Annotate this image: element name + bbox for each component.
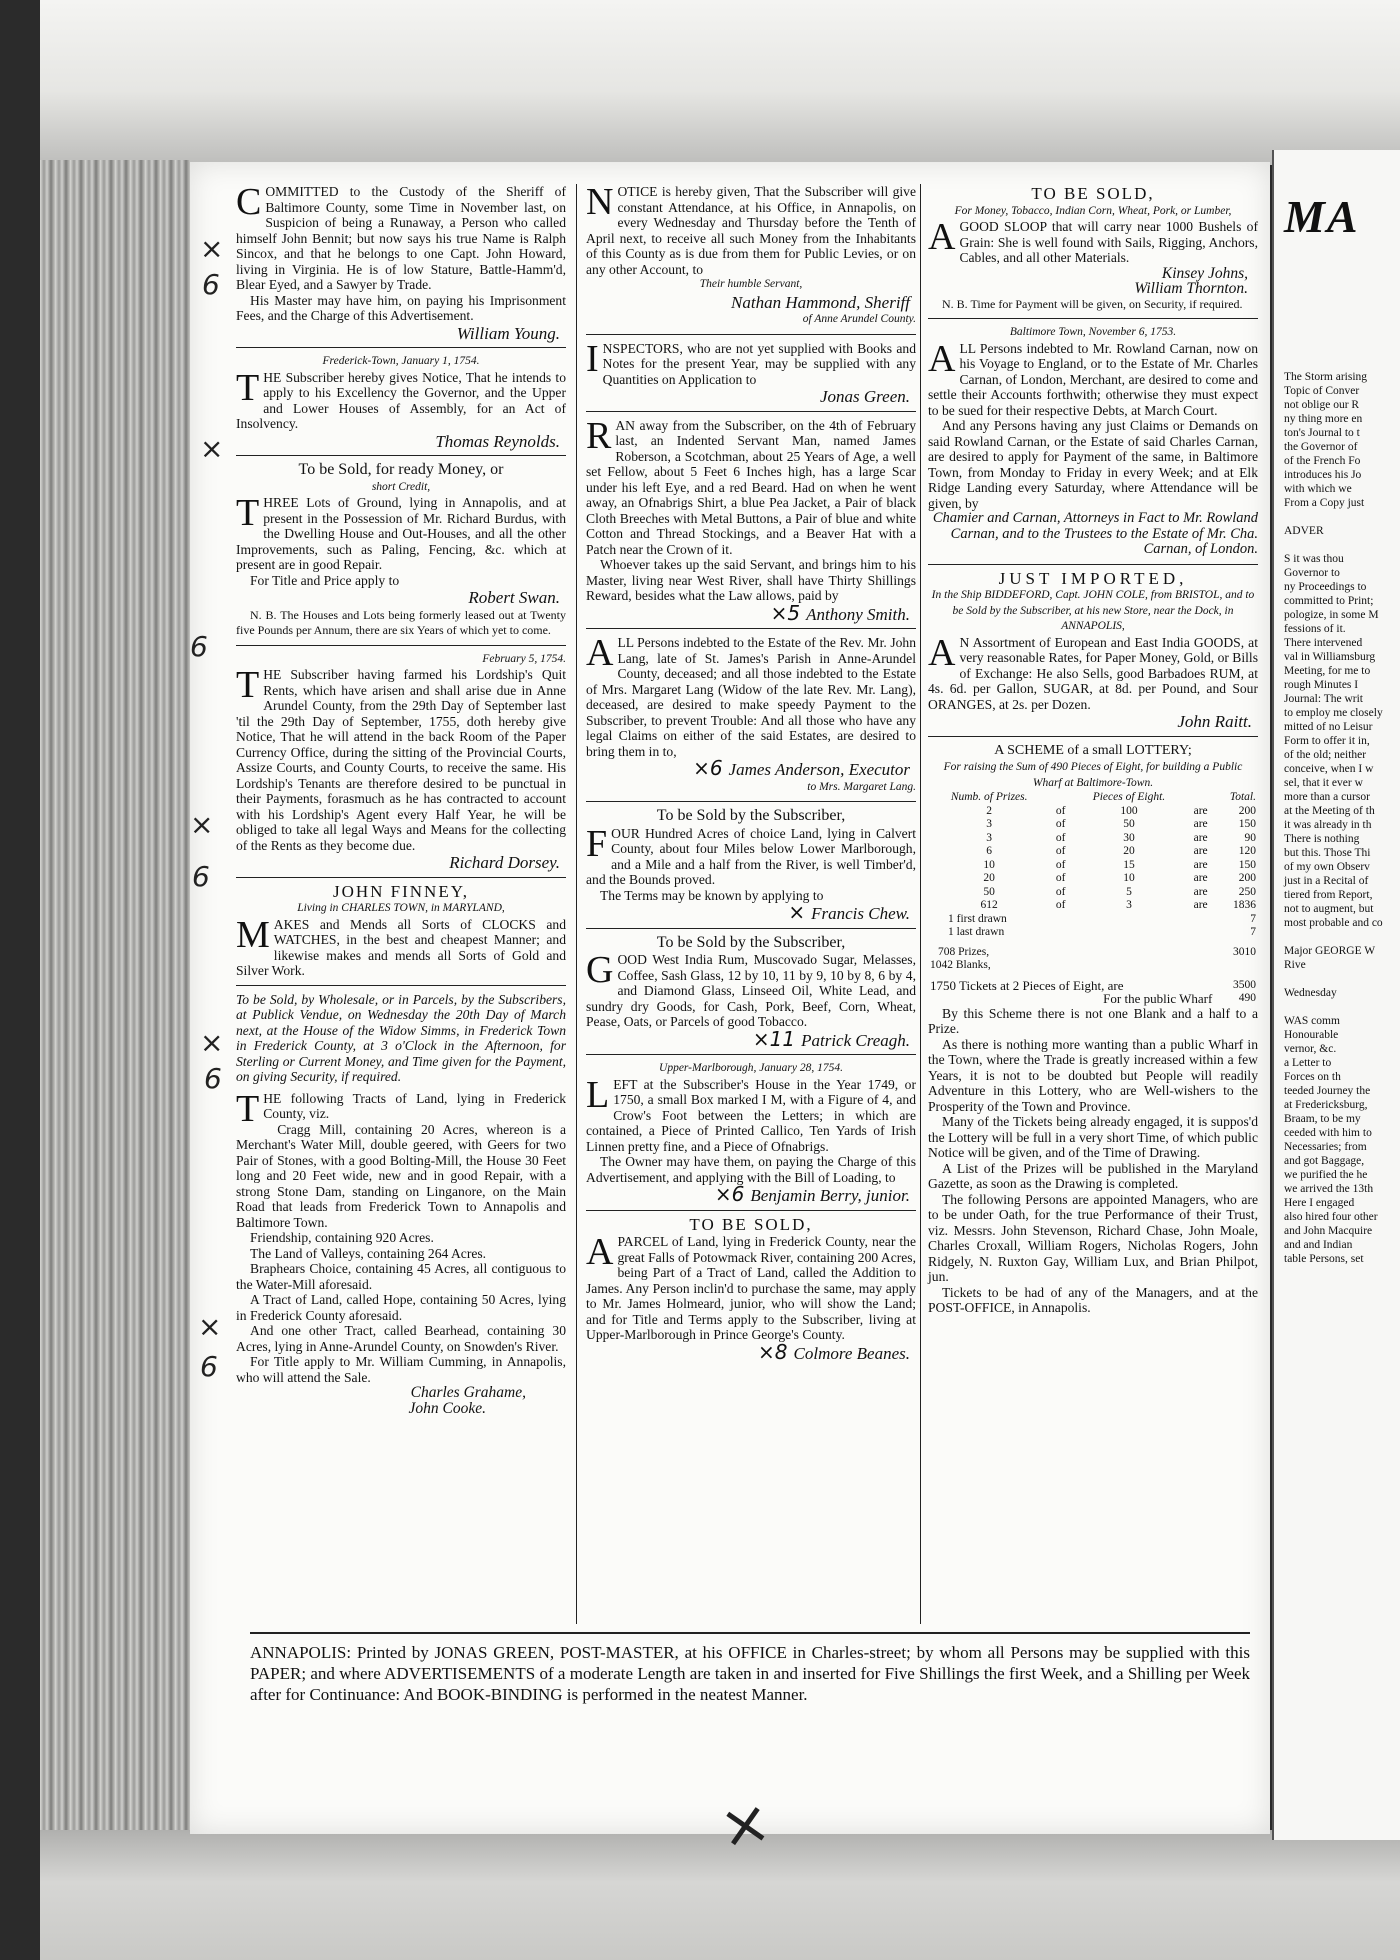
adjacent-page-line: Governor to	[1284, 567, 1340, 579]
table-row	[928, 926, 1258, 940]
adjacent-page-line: tiered from Report,	[1284, 889, 1373, 901]
ad-subheading: Living in CHARLES TOWN, in MARYLAND,	[297, 902, 505, 914]
ad-text: And any Persons having any just Claims or Demands on said Rowland Carnan, or the Estate of said Charles Carnan, are desired to apply for Payment of the same, in Baltimore Town, from Monday to Friday in every Week; and at Elk Ridge Landing every Saturday, where Attendance will be given, by	[928, 418, 1258, 511]
ad-text: Tickets to be had of any of the Managers, and at the POST-OFFICE, in Annapolis.	[928, 1284, 1258, 1315]
signature-subline: to Mrs. Margaret Lang.	[807, 780, 916, 793]
ad-heading: JUST IMPORTED,	[998, 568, 1188, 588]
ad-text: Friendship, containing 920 Acres.	[250, 1230, 434, 1245]
divider	[236, 877, 566, 878]
table-cell: are	[1193, 858, 1208, 871]
signature: Anthony Smith.	[806, 604, 910, 624]
ad-note: N. B. The Houses and Lots being formerly leased out at Twenty five Pounds per Annum, there are six Years of which yet to come.	[236, 607, 566, 637]
adjacent-page-line: The Storm arising	[1284, 371, 1368, 383]
table-cell: of	[1055, 845, 1066, 857]
imprint-text: ANNAPOLIS: Printed by JONAS GREEN, POST-MASTER, at his OFFICE in Charles-street; by whom all Persons may be supplied with this PAPER; and where ADVERTISEMENTS of a moderate Length are taken in and inserted for Five Shillings the first Week, and a Shilling per Week after for Continuance: And BOOK-BINDING is performed in the neatest Manner.	[250, 1643, 1250, 1704]
adjacent-page-line: mitted of no Leisur	[1284, 721, 1373, 733]
divider	[236, 455, 566, 456]
ad-text: Many of the Tickets being already engaged, it is suppos'd the Lottery will be full in a very short Time, of which public Notice will be given, and of the Time of Drawing.	[928, 1114, 1258, 1160]
ad-text: A Tract of Land, called Hope, containing 50 Acres, lying in Frederick County aforesaid.	[236, 1292, 566, 1323]
ad-beanes	[586, 1214, 916, 1364]
adjacent-page-line: There is nothing	[1284, 833, 1360, 845]
drop-cap: L	[586, 1073, 610, 1116]
ad-raitt	[928, 568, 1258, 731]
table-cell: 5	[1126, 885, 1132, 898]
adjacent-page-text	[1284, 370, 1399, 1266]
adjacent-page-line: ton's Journal to t	[1284, 427, 1360, 439]
table-row	[928, 845, 1258, 859]
ad-text: GOOD SLOOP that will carry near 1000 Bushels of Grain: She is well found with Sails, Rigging, Anchors, Cables, and all other Materials.	[959, 219, 1258, 265]
ad-text: As there is nothing more wanting than a public Wharf in the Town, where the Trade is greatly increased within a few Years, it is not to be doubted but People will readily Adventure in this Lottery, who are Well-wishers to the Prosperity of the Town and Province.	[928, 1036, 1258, 1114]
drop-cap: T	[236, 664, 260, 706]
adjacent-page-line	[1284, 930, 1399, 944]
adjacent-page-line: Honourable	[1284, 1029, 1339, 1041]
ad-text: His Master may have him, on paying his Imprisonment Fees, and the Charge of this Advertisement.	[236, 292, 566, 323]
table-cell: are	[1193, 831, 1208, 844]
table-row	[928, 940, 1258, 960]
column-header: Numb. of Prizes.	[950, 791, 1028, 803]
table-cell: of	[1055, 804, 1066, 817]
adjacent-page-line: with which we	[1284, 483, 1352, 495]
drop-cap: A	[586, 1231, 614, 1273]
signature: Charles Grahame,	[410, 1384, 526, 1401]
ad-heading: To be Sold by the Subscriber,	[656, 933, 846, 951]
ad-creagh	[586, 935, 916, 1049]
table-cell: of	[1055, 858, 1066, 871]
drop-cap: G	[586, 949, 614, 991]
table-cell: 3	[986, 818, 993, 830]
table-cell: 50	[983, 885, 995, 898]
ad-wholesale	[236, 992, 566, 1085]
ad-text: NSPECTORS, who are not yet supplied with Books and Notes for the present Year, may be supplied with any Quantities on Application to	[602, 340, 916, 387]
table-cell: of	[1055, 885, 1066, 898]
table-cell: 1 last drawn	[948, 926, 1005, 938]
adjacent-page-line: Necessaries; from	[1284, 1141, 1367, 1153]
scan-bottom-margin	[40, 1830, 1400, 1960]
adjacent-page-line: it was already in th	[1284, 819, 1372, 831]
ad-heading: JOHN FINNEY,	[332, 881, 470, 901]
dateline: Baltimore Town, November 6, 1753.	[1009, 326, 1177, 338]
adjacent-page-line: a Letter to	[1284, 1057, 1332, 1069]
handwritten-mark: 6	[204, 1062, 222, 1095]
drop-cap: C	[236, 181, 262, 223]
column-header: Pieces of Eight.	[1092, 791, 1166, 803]
ad-ranaway	[586, 414, 916, 625]
divider	[928, 564, 1258, 565]
ad-heading: To be Sold by the Subscriber,	[656, 807, 846, 824]
table-row	[928, 859, 1258, 873]
newspaper-page	[190, 162, 1270, 1834]
ad-subheading: In the Ship BIDDEFORD, Capt. JOHN COLE, from BRISTOL, and to be Sold by the Subscriber, at his new Store, near the Dock, in ANNAPOLIS,	[931, 589, 1255, 632]
adjacent-page-line	[1284, 510, 1399, 524]
table-cell: 200	[1238, 872, 1256, 884]
ad-text: Whoever takes up the said Servant, and brings him to his Master, living near West River, shall have Thirty Shillings Reward, besides what the Law allows, paid by	[586, 557, 916, 603]
handwritten-mark: ×	[714, 1786, 776, 1864]
ad-text: OOD West India Rum, Muscovado Sugar, Melasses, Coffee, Sash Glass, 12 by 10, 11 by 9, 10 by 8, 6 by 4, and Diamond Glass, Linseed Oil, White Lead, and sundry dry Goods, for Cash, Pork, Beef, Corn, Wheat, Pease, Oats, or Parcels of good Tobacco.	[586, 952, 916, 1029]
adjacent-page-line: the Governor of	[1284, 441, 1358, 453]
adjacent-page-line	[1284, 972, 1399, 986]
adjacent-page-line	[1284, 538, 1399, 552]
divider	[928, 318, 1258, 319]
adjacent-page-line: From a Copy just	[1284, 497, 1365, 509]
handwritten-mark: 6	[192, 860, 210, 893]
adjacent-page-line: and John Macquire	[1284, 1225, 1373, 1237]
adjacent-page-line: table Persons, set	[1284, 1253, 1364, 1265]
adjacent-page-line: WAS comm	[1284, 1015, 1340, 1027]
handwritten-mark: 6	[200, 1350, 218, 1383]
drop-cap: T	[236, 492, 260, 534]
adjacent-page-line: not to augment, but	[1284, 903, 1374, 915]
handwritten-mark: 6	[190, 630, 208, 663]
adjacent-page-line: of the old; neither	[1284, 749, 1367, 761]
ad-note: N. B. Time for Payment will be given, on Security, if required.	[942, 296, 1243, 311]
signature: Thomas Reynolds.	[435, 431, 560, 451]
table-cell: 3010	[1233, 945, 1256, 958]
ad-text: EFT at the Subscriber's House in the Year 1749, or 1750, a small Box marked I M, with a Figure of 4, and Crow's Foot between the Letters; in which are contained, a Piece of Printed Callico, Ten Yards of Irish Linnen pretty fine, and a Piece of Ofnabrigs.	[586, 1076, 916, 1154]
adjacent-page-line: at the Meeting of th	[1284, 805, 1375, 817]
ad-sloop	[928, 186, 1258, 312]
adjacent-page-line: more than a cursor	[1284, 791, 1370, 803]
table-cell: 612	[980, 899, 998, 911]
table-cell: 100	[1120, 804, 1138, 817]
adjacent-page-line: ny Proceedings to	[1284, 581, 1367, 593]
adjacent-page-line: we purified the he	[1284, 1169, 1368, 1181]
table-row	[928, 913, 1258, 927]
ad-anderson	[586, 632, 916, 795]
ad-text: AN away from the Subscriber, on the 4th of February last, an Indented Servant Man, named James Roberson, a Scotchman, about 25 Years of Age, a well set Fellow, about 5 Feet 6 Inches high, has a large Scar under his left Eye, and a red Beard. Had on when he went away, an Ofnabrigs Shirt, a blue Pea Jacket, a Pair of black Cloth Breeches with Metal Buttons, a Pair of blue and white Cotton and Thread Stockings, and a Beaver Hat with a Patch near the Crown of it.	[586, 417, 916, 557]
table-cell: 3500	[1233, 978, 1256, 991]
ad-swan	[236, 462, 566, 639]
table-row	[928, 818, 1258, 832]
table-cell: For the public Wharf	[1103, 991, 1213, 1006]
ad-text: Cragg Mill, containing 20 Acres, whereon is a Merchant's Water Mill, double geered, with Geers for two Pair of Stones, with a good Bolting-Mill, the House 30 Feet long and 20 Feet wide, new and in good Repair, with a strong Stone Dam, standing on Linganore, on the Main Road that leads from Frederick Town to Annapolis and Baltimore Town.	[236, 1121, 566, 1230]
adjacent-page-line: to employ me closely	[1284, 707, 1383, 719]
scan-top-margin	[40, 0, 1400, 165]
divider	[236, 985, 566, 986]
adjacent-page-line: ny thing more en	[1284, 413, 1363, 425]
divider	[586, 411, 916, 412]
dateline: Frederick-Town, January 1, 1754.	[322, 355, 480, 367]
adjacent-page-line: and and Indian	[1284, 1239, 1353, 1251]
ad-committed	[236, 181, 566, 343]
adjacent-page	[1272, 150, 1400, 1840]
ad-text: The Terms may be known by applying to	[600, 887, 824, 903]
column-header: Total.	[1229, 791, 1256, 803]
ad-chew	[586, 808, 916, 922]
handwritten-mark: ×	[788, 900, 806, 924]
ad-text: HE Subscriber hereby gives Notice, That he intends to apply to his Excellency the Governor, and the Upper and Lower Houses of Assembly, for an Act of Insolvency.	[236, 369, 566, 431]
ad-subheading: For Money, Tobacco, Indian Corn, Wheat, Pork, or Lumber,	[954, 204, 1232, 217]
ad-subheading: short Credit,	[371, 480, 431, 493]
dateline: Upper-Marlborough, January 28, 1754.	[659, 1062, 843, 1074]
ad-dorsey	[236, 652, 566, 871]
ad-text: By this Scheme there is not one Blank and a half to a Prize.	[928, 1005, 1258, 1036]
ad-text: The Owner may have them, on paying the Charge of this Advertisement, and applying with the Bill of Loading, to	[586, 1154, 916, 1185]
adjacent-page-line: Topic of Conver	[1284, 385, 1360, 397]
drop-cap: F	[586, 822, 608, 865]
ad-text: HE Subscriber having farmed his Lordship's Quit Rents, which have arisen and shall arise due in Anne Arundel County, from the 29th Day of September last 'til the 29th Day of September, 1755, doth hereby give Notice, That he will attend in the back Room of the Paper Currency Office, during the sitting of the Provincial Courts, Assize Courts, and County Courts, to receive the same. His Lordship's Tenants are therefore desired to be punctual in their Payments, forasmuch as he has contracted to account with his Lordship's Agent every Half Year, he will be obliged to take all legal Ways and Means for the collecting of the Rents as they become due.	[236, 667, 566, 853]
ad-text: For Title and Price apply to	[250, 572, 400, 588]
table-cell: are	[1193, 872, 1208, 884]
ad-subheading: For raising the Sum of 490 Pieces of Eight, for building a Public Wharf at Baltimore-Town.	[943, 761, 1243, 789]
table-row	[928, 872, 1258, 886]
adjacent-page-line: vernor, &c.	[1284, 1043, 1337, 1055]
adjacent-page-line: val in Williamsburg	[1284, 651, 1376, 663]
ad-reynolds	[236, 354, 566, 449]
table-cell: are	[1193, 899, 1208, 911]
table-cell: 1042 Blanks,	[930, 959, 991, 971]
column-rule	[920, 184, 921, 1624]
adjacent-page-line: Braam, to be my	[1284, 1113, 1361, 1125]
table-cell: are	[1193, 818, 1208, 830]
ad-finney	[236, 881, 566, 979]
ad-text: The Land of Valleys, containing 264 Acres.	[250, 1245, 487, 1261]
signature: Kinsey Johns,	[1161, 264, 1248, 282]
handwritten-mark: ×	[190, 808, 214, 841]
table-cell: 1 first drawn	[948, 912, 1007, 925]
table-cell: 3	[1126, 899, 1132, 911]
column-2	[586, 181, 916, 1367]
adjacent-page-line: ceeded with him to	[1284, 1127, 1372, 1139]
ad-text: Braphears Choice, containing 45 Acres, all contiguous to the Water-Mill aforesaid.	[236, 1261, 566, 1292]
signature: Colmore Beanes.	[793, 1343, 910, 1363]
divider	[586, 928, 916, 929]
handwritten-mark: ×	[200, 1026, 224, 1059]
table-row	[928, 832, 1258, 846]
ad-text: HREE Lots of Ground, lying in Annapolis, and at present in the Possession of Mr. Richard Burdus, with the Dwelling House and Out-Houses, and all the other Improvements, such as Paling, Fencing, &c. which at present are in good Repair.	[236, 495, 566, 572]
handwritten-mark: ×	[200, 432, 224, 465]
divider	[236, 645, 566, 646]
ad-notice	[586, 181, 916, 328]
table-cell: 20	[1123, 845, 1135, 857]
drop-cap: A	[586, 632, 614, 674]
table-cell: 150	[1238, 858, 1256, 871]
ad-berry	[586, 1061, 916, 1204]
handwritten-mark: ×	[198, 1310, 222, 1343]
table-cell: 10	[983, 858, 995, 871]
adjacent-page-line: of my own Observ	[1284, 861, 1370, 873]
divider	[586, 801, 916, 802]
drop-cap: A	[928, 337, 956, 380]
table-cell: 30	[1123, 831, 1135, 844]
drop-cap: I	[586, 337, 599, 380]
adjacent-page-line: S it was thou	[1284, 553, 1344, 565]
dateline: February 5, 1754.	[482, 652, 566, 665]
table-cell: 15	[1123, 858, 1135, 871]
signature: Francis Chew.	[811, 904, 910, 923]
adjacent-page-line: Rive	[1284, 959, 1306, 971]
ad-text: LL Persons indebted to Mr. Rowland Carnan, now on his Voyage to England, or to the Estate of Mr. Charles Carnan, of London, Merchant, are desired to come and settle their Accounts forthwith; otherwise they must expect to be sued for their respective Debts, at March Court.	[928, 340, 1258, 418]
table-cell: 120	[1238, 845, 1256, 857]
table-row	[928, 992, 1258, 1006]
divider	[586, 1210, 916, 1211]
signature: Nathan Hammond, Sheriff	[731, 292, 910, 312]
ad-heading: A SCHEME of a small LOTTERY;	[994, 742, 1192, 758]
table-row	[928, 973, 1258, 993]
table-cell: 90	[1244, 831, 1256, 844]
table-cell: 2	[986, 804, 993, 817]
drop-cap: A	[928, 631, 956, 674]
table-cell: 1836	[1233, 899, 1256, 911]
table-cell: 150	[1238, 818, 1256, 830]
ad-text: A List of the Prizes will be published in the Maryland Gazette, as soon as the Drawing is completed.	[928, 1160, 1258, 1191]
adjacent-page-line: conceive, when I w	[1284, 763, 1374, 775]
handwritten-mark: ×	[200, 232, 224, 265]
table-cell: 6	[986, 845, 993, 857]
divider	[586, 334, 916, 335]
lottery-table	[928, 791, 1258, 1006]
handwritten-mark: ×6	[693, 756, 723, 780]
table-cell: 50	[1123, 818, 1135, 830]
handwritten-mark: ×8	[758, 1339, 788, 1364]
adjacent-page-line: committed to Print;	[1284, 595, 1374, 607]
table-cell: 20	[983, 872, 995, 884]
divider	[928, 736, 1258, 737]
signature: John Raitt.	[1177, 712, 1252, 731]
signature: William Thornton.	[1134, 280, 1248, 297]
adjacent-page-line: ADVER	[1284, 525, 1324, 537]
adjacent-page-line: we arrived the 13th	[1284, 1183, 1374, 1195]
table-cell: 10	[1123, 872, 1135, 884]
table-cell: of	[1055, 831, 1066, 844]
ad-text: AKES and Mends all Sorts of CLOCKS and WATCHES, in the best and cheapest Manner; and likewise makes and mends all Sorts of Gold and Silver Work.	[236, 916, 566, 978]
ad-text: For Title apply to Mr. William Cumming, in Annapolis, who will attend the Sale.	[236, 1354, 566, 1385]
ad-heading: TO BE SOLD,	[689, 1214, 813, 1234]
ad-text: LL Persons indebted to the Estate of the Rev. Mr. John Lang, late of St. James's Parish in Anne-Arundel County, deceased; and all those indebted to the Estate of Mrs. Margaret Lang (Widow of the late Rev. Mr. Lang), deceased, are desired to make speedy Payment to the Subscriber, to prevent Trouble: And all those who have any legal Claims on either of the said Estates, are desired to bring them in to,	[586, 635, 916, 759]
table-row	[928, 899, 1258, 913]
handwritten-mark: ×5	[770, 600, 801, 625]
ad-text: OMMITTED to the Custody of the Sheriff of Baltimore County, some Time in November last, on Suspicion of being a Runaway, a Person who called himself John Bennit; but now says his true Name is Ralph Sincox, and that he belongs to one Capt. John Howard, living in Virginia. He is of low Stature, Battle-Hamm'd, Blear Eyed, and a Sawyer by Trade.	[236, 184, 566, 292]
handwritten-mark: ×6	[714, 1182, 745, 1206]
ad-text: The following Persons are appointed Managers, who are to be under Oath, for the true Performance of their Trust, viz. Messrs. John Stevenson, Richard Chase, John Moale, Charles Croxall, William Rogers, Nicholas Rogers, John Ridgely, N. Ruxton Gay, William Lux, and Brian Philpot, jun.	[928, 1191, 1258, 1284]
drop-cap: R	[586, 414, 612, 457]
drop-cap: M	[236, 913, 270, 956]
ad-text: To be Sold, by Wholesale, or in Parcels, by the Subscribers, at Publick Vendue, on Wednesday the 20th Day of March next, at the House of the Widow Simms, in Frederick Town in Frederick County, at 3 o'Clock in the Afternoon, for Sterling or Current Money, and Time given for the Payment, on giving Security, if required.	[236, 991, 566, 1084]
imprint	[250, 1642, 1250, 1705]
adjacent-page-line: at Fredericksburg,	[1284, 1099, 1368, 1111]
ad-carnan	[928, 325, 1258, 558]
adjacent-page-line: most probable and co	[1284, 917, 1383, 929]
handwritten-mark: ×11	[752, 1026, 796, 1051]
signature-subline: of Anne Arundel County.	[802, 313, 916, 325]
ad-text: And one other Tract, called Bearhead, containing 30 Acres, lying in Anne-Arundel County, on Snowden's River.	[236, 1323, 566, 1354]
table-row	[928, 805, 1258, 819]
adjacent-page-line: Forces on th	[1284, 1071, 1341, 1083]
adjacent-page-line: Wednesday	[1284, 987, 1337, 999]
drop-cap: T	[236, 1087, 260, 1130]
adjacent-page-line: Major GEORGE W	[1284, 945, 1376, 957]
table-cell: are	[1193, 845, 1208, 857]
signature: Jonas Green.	[819, 387, 910, 406]
divider	[586, 1054, 916, 1055]
column-1	[236, 181, 566, 1422]
adjacent-page-line: also hired four other	[1284, 1211, 1378, 1223]
table-cell: 3	[986, 831, 993, 844]
book-binding	[40, 160, 190, 1840]
ad-inspectors	[586, 337, 916, 406]
table-cell: 7	[1250, 912, 1256, 925]
adjacent-page-title: MA	[1284, 191, 1360, 242]
adjacent-page-line: pologize, in some M	[1284, 609, 1379, 621]
ad-text: HE following Tracts of Land, lying in Frederick County, viz.	[263, 1090, 566, 1121]
adjacent-page-line: of the French Fo	[1284, 455, 1361, 467]
table-cell: of	[1055, 872, 1066, 884]
adjacent-page-line: and got Baggage,	[1284, 1155, 1365, 1167]
adjacent-page-line	[1284, 1000, 1399, 1014]
handwritten-mark: 6	[202, 268, 220, 301]
adjacent-page-line: teeded Journey the	[1284, 1085, 1371, 1097]
adjacent-page-line: just in a Recital of	[1284, 875, 1369, 887]
signature: Richard Dorsey.	[449, 853, 560, 872]
table-cell: of	[1055, 818, 1066, 830]
table-cell: are	[1193, 885, 1208, 898]
drop-cap: N	[586, 181, 614, 223]
drop-cap: A	[928, 216, 956, 258]
table-cell: 1750 Tickets at 2 Pieces of Eight, are	[930, 977, 1124, 993]
signature: James Anderson, Executor	[728, 760, 910, 779]
divider	[586, 628, 916, 629]
adjacent-page-line: Meeting, for me to	[1284, 665, 1371, 677]
adjacent-page-line: not oblige our R	[1284, 399, 1360, 411]
column-rule	[576, 184, 577, 1624]
ad-heading: To be Sold, for ready Money, or	[298, 461, 504, 478]
adjacent-page-line: introduces his Jo	[1284, 469, 1362, 481]
ad-text: OUR Hundred Acres of choice Land, lying in Calvert County, about four Miles below Lower Marlborough, and a Mile and a half from the River, is well Timber'd, and the Bounds proved.	[586, 825, 916, 887]
closing-line: Their humble Servant,	[699, 278, 803, 290]
table-cell: 250	[1238, 885, 1256, 898]
ad-tracts	[236, 1087, 566, 1417]
ad-text: N Assortment of European and East India GOODS, at very reasonable Rates, for Paper Money, Gold, or Bills of Exchange: He also Sells, good Barbadoes RUM, at 4s. 6d. per Gallon, SUGAR, at 8d. per Pound, and Sour ORANGES, at 2s. per Dozen.	[928, 634, 1258, 712]
column-header	[1187, 791, 1214, 805]
ad-text: OTICE is hereby given, That the Subscriber will give constant Attendance, at his Office, in Annapolis, on every Wednesday and Thursday before the Tenth of April next, to receive all such Money from the Inhabitants of this County as is due from them for Public Levies, or on any other Account, to	[586, 184, 916, 277]
ad-heading: TO BE SOLD,	[1031, 184, 1155, 203]
table-cell: of	[1055, 899, 1066, 911]
adjacent-page-line: fessions of it.	[1284, 623, 1346, 635]
adjacent-page-line: There intervened	[1284, 637, 1363, 649]
ad-lottery	[928, 743, 1258, 1316]
table-cell: 708 Prizes,	[938, 945, 990, 958]
adjacent-page-line: sel, that it ever w	[1284, 777, 1363, 789]
adjacent-page-line: Journal: The writ	[1284, 693, 1363, 705]
scanner-edge	[0, 0, 42, 1960]
adjacent-page-line: Here I engaged	[1284, 1197, 1355, 1209]
imprint-divider	[250, 1632, 1250, 1634]
table-cell: are	[1193, 804, 1208, 817]
lottery-header-row	[928, 791, 1258, 805]
signature: William Young.	[456, 323, 560, 343]
table-row	[928, 886, 1258, 900]
adjacent-page-line: Form to offer it in,	[1284, 735, 1370, 747]
column-header	[1050, 791, 1071, 805]
signature: John Cooke.	[408, 1399, 486, 1417]
divider	[236, 347, 566, 348]
column-3	[928, 184, 1258, 1322]
signature: Patrick Creagh.	[801, 1030, 910, 1050]
signature: Robert Swan.	[468, 588, 560, 607]
ad-text: PARCEL of Land, lying in Frederick County, near the great Falls of Potowmack River, containing 200 Acres, being Part of a Tract of Land, called the Addition to James. Any Person inclin'd to purchase the same, may apply to Mr. James Holmeard, junior, who will show the Land; and for Title and Terms apply to the Subscriber, living at Upper-Marlborough in Prince George's County.	[586, 1234, 916, 1342]
signature: Chamier and Carnan, Attorneys in Fact to Mr. Rowland Carnan, and to the Trustees to the Estate of Mr. Cha. Carnan, of London.	[932, 510, 1258, 557]
adjacent-page-line: but this. Those Thi	[1284, 847, 1371, 859]
table-cell: 200	[1238, 804, 1256, 817]
table-row	[928, 959, 1258, 973]
table-cell: 490	[1238, 992, 1256, 1004]
adjacent-page-line: rough Minutes I	[1284, 679, 1359, 691]
table-cell: 7	[1250, 926, 1256, 938]
drop-cap: T	[236, 366, 260, 409]
signature: Benjamin Berry, junior.	[750, 1186, 910, 1205]
